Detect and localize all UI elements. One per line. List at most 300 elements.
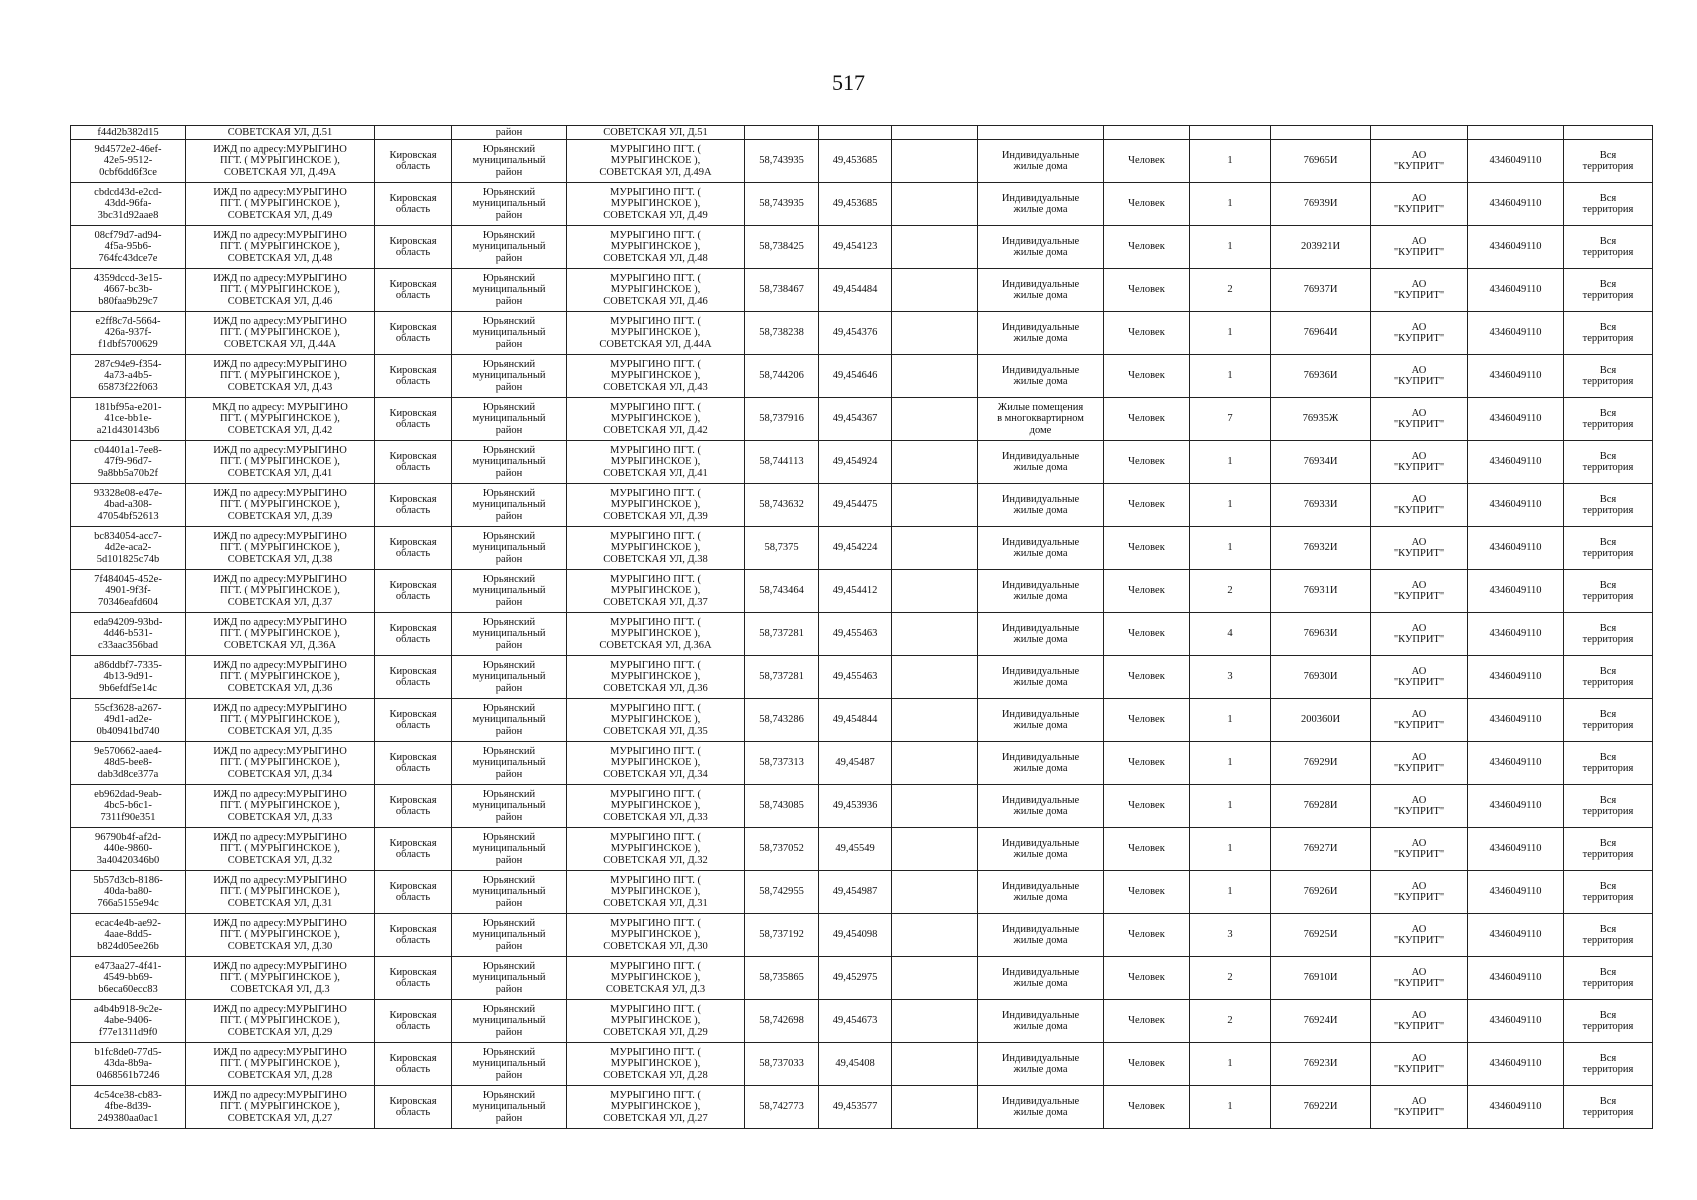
cell-inn: 4346049110 <box>1468 441 1564 484</box>
cell-type: Индивидуальные жилые дома <box>978 957 1104 1000</box>
cell-region: Кировская область <box>375 1043 452 1086</box>
cell-lon: 49,45549 <box>819 828 892 871</box>
cell-lat: 58,743286 <box>745 699 819 742</box>
cell-district: Юрьянский муниципальный район <box>452 226 567 269</box>
cell-address: МУРЫГИНО ПГТ. ( МУРЫГИНСКОЕ ), СОВЕТСКАЯ УЛ, Д.27 <box>567 1086 745 1129</box>
cell-empty <box>892 742 978 785</box>
cell-district: Юрьянский муниципальный район <box>452 1086 567 1129</box>
cell-inn: 4346049110 <box>1468 1086 1564 1129</box>
cell-count: 1 <box>1190 183 1271 226</box>
table-row <box>71 269 1653 312</box>
cell-inn: 4346049110 <box>1468 785 1564 828</box>
cell-lat: 58,738425 <box>745 226 819 269</box>
cell-region: Кировская область <box>375 484 452 527</box>
cell-region: Кировская область <box>375 742 452 785</box>
cell-address: МУРЫГИНО ПГТ. ( МУРЫГИНСКОЕ ), СОВЕТСКАЯ УЛ, Д.42 <box>567 398 745 441</box>
cell-count: 1 <box>1190 785 1271 828</box>
cell-code: 76930И <box>1271 656 1371 699</box>
cell-district: Юрьянский муниципальный район <box>452 441 567 484</box>
cell-empty <box>892 1043 978 1086</box>
cell-inn: 4346049110 <box>1468 613 1564 656</box>
cell-lon: 49,454484 <box>819 269 892 312</box>
cell-org: АО "КУПРИТ" <box>1371 613 1468 656</box>
cell-region: Кировская область <box>375 312 452 355</box>
cell-org: АО "КУПРИТ" <box>1371 183 1468 226</box>
cell-lon: 49,454376 <box>819 312 892 355</box>
cell-unit: Человек <box>1104 441 1190 484</box>
cell-type: Индивидуальные жилые дома <box>978 312 1104 355</box>
cell-org: АО "КУПРИТ" <box>1371 484 1468 527</box>
cell-inn: 4346049110 <box>1468 183 1564 226</box>
cell-lat: 58,737281 <box>745 613 819 656</box>
cell-count <box>1190 126 1271 140</box>
cell-count: 2 <box>1190 269 1271 312</box>
cell-code: 76937И <box>1271 269 1371 312</box>
cell-district: район <box>452 126 567 140</box>
cell-org: АО "КУПРИТ" <box>1371 570 1468 613</box>
cell-address: МУРЫГИНО ПГТ. ( МУРЫГИНСКОЕ ), СОВЕТСКАЯ УЛ, Д.30 <box>567 914 745 957</box>
cell-id: 181bf95a-e201- 41ce-bb1e- a21d430143b6 <box>71 398 186 441</box>
cell-count: 1 <box>1190 828 1271 871</box>
cell-territory: Вся территория <box>1564 871 1653 914</box>
cell-inn: 4346049110 <box>1468 957 1564 1000</box>
cell-empty <box>892 527 978 570</box>
cell-unit: Человек <box>1104 355 1190 398</box>
cell-id: 08cf79d7-ad94- 4f5a-95b6- 764fc43dce7e <box>71 226 186 269</box>
cell-territory: Вся территория <box>1564 484 1653 527</box>
cell-type: Индивидуальные жилые дома <box>978 871 1104 914</box>
cell-territory: Вся территория <box>1564 398 1653 441</box>
cell-id: 7f484045-452e- 4901-9f3f- 70346eafd604 <box>71 570 186 613</box>
cell-empty <box>892 355 978 398</box>
cell-address: МУРЫГИНО ПГТ. ( МУРЫГИНСКОЕ ), СОВЕТСКАЯ УЛ, Д.32 <box>567 828 745 871</box>
cell-district: Юрьянский муниципальный район <box>452 355 567 398</box>
cell-district: Юрьянский муниципальный район <box>452 1043 567 1086</box>
cell-type: Индивидуальные жилые дома <box>978 570 1104 613</box>
cell-address: МУРЫГИНО ПГТ. ( МУРЫГИНСКОЕ ), СОВЕТСКАЯ УЛ, Д.38 <box>567 527 745 570</box>
cell-district: Юрьянский муниципальный район <box>452 785 567 828</box>
cell-district: Юрьянский муниципальный район <box>452 613 567 656</box>
cell-empty <box>892 140 978 183</box>
cell-address: МУРЫГИНО ПГТ. ( МУРЫГИНСКОЕ ), СОВЕТСКАЯ УЛ, Д.35 <box>567 699 745 742</box>
cell-name: ИЖД по адресу:МУРЫГИНО ПГТ. ( МУРЫГИНСКОЕ ), СОВЕТСКАЯ УЛ, Д.29 <box>186 1000 375 1043</box>
cell-id: 4c54ce38-cb83- 4fbe-8d39- 249380aa0ac1 <box>71 1086 186 1129</box>
cell-district: Юрьянский муниципальный район <box>452 398 567 441</box>
cell-org: АО "КУПРИТ" <box>1371 957 1468 1000</box>
cell-empty <box>892 441 978 484</box>
cell-territory: Вся территория <box>1564 441 1653 484</box>
cell-empty <box>892 484 978 527</box>
registry-table <box>70 125 1653 1129</box>
cell-territory: Вся территория <box>1564 613 1653 656</box>
cell-code: 203921И <box>1271 226 1371 269</box>
cell-id: b1fc8de0-77d5- 43da-8b9a- 0468561b7246 <box>71 1043 186 1086</box>
cell-type <box>978 126 1104 140</box>
cell-district: Юрьянский муниципальный район <box>452 699 567 742</box>
cell-count: 1 <box>1190 140 1271 183</box>
cell-address: МУРЫГИНО ПГТ. ( МУРЫГИНСКОЕ ), СОВЕТСКАЯ УЛ, Д.49 <box>567 183 745 226</box>
cell-address: МУРЫГИНО ПГТ. ( МУРЫГИНСКОЕ ), СОВЕТСКАЯ УЛ, Д.41 <box>567 441 745 484</box>
cell-region: Кировская область <box>375 441 452 484</box>
cell-org: АО "КУПРИТ" <box>1371 140 1468 183</box>
cell-unit: Человек <box>1104 742 1190 785</box>
cell-name: ИЖД по адресу:МУРЫГИНО ПГТ. ( МУРЫГИНСКОЕ ), СОВЕТСКАЯ УЛ, Д.46 <box>186 269 375 312</box>
cell-code: 76928И <box>1271 785 1371 828</box>
cell-id: c04401a1-7ee8- 47f9-96d7- 9a8bb5a70b2f <box>71 441 186 484</box>
table-row <box>71 871 1653 914</box>
cell-region: Кировская область <box>375 914 452 957</box>
cell-type: Индивидуальные жилые дома <box>978 1000 1104 1043</box>
cell-district: Юрьянский муниципальный район <box>452 269 567 312</box>
cell-district: Юрьянский муниципальный район <box>452 140 567 183</box>
cell-code: 76964И <box>1271 312 1371 355</box>
page-number: 517 <box>832 70 865 95</box>
cell-district: Юрьянский муниципальный район <box>452 1000 567 1043</box>
cell-name: ИЖД по адресу:МУРЫГИНО ПГТ. ( МУРЫГИНСКОЕ ), СОВЕТСКАЯ УЛ, Д.32 <box>186 828 375 871</box>
cell-org: АО "КУПРИТ" <box>1371 226 1468 269</box>
cell-lat: 58,744113 <box>745 441 819 484</box>
cell-type: Индивидуальные жилые дома <box>978 656 1104 699</box>
cell-lat: 58,743935 <box>745 183 819 226</box>
cell-lon: 49,453936 <box>819 785 892 828</box>
table-row <box>71 484 1653 527</box>
cell-inn: 4346049110 <box>1468 656 1564 699</box>
cell-unit: Человек <box>1104 914 1190 957</box>
cell-name: ИЖД по адресу:МУРЫГИНО ПГТ. ( МУРЫГИНСКОЕ ), СОВЕТСКАЯ УЛ, Д.37 <box>186 570 375 613</box>
cell-id: 9d4572e2-46ef- 42e5-9512- 0cbf6dd6f3ce <box>71 140 186 183</box>
cell-empty <box>892 699 978 742</box>
cell-inn: 4346049110 <box>1468 699 1564 742</box>
cell-lon: 49,454367 <box>819 398 892 441</box>
cell-count: 1 <box>1190 355 1271 398</box>
cell-region: Кировская область <box>375 1086 452 1129</box>
cell-empty <box>892 226 978 269</box>
cell-id: 287c94e9-f354- 4a73-a4b5- 65873f22f063 <box>71 355 186 398</box>
cell-count: 1 <box>1190 1086 1271 1129</box>
cell-unit: Человек <box>1104 1043 1190 1086</box>
cell-name: ИЖД по адресу:МУРЫГИНО ПГТ. ( МУРЫГИНСКОЕ ), СОВЕТСКАЯ УЛ, Д.39 <box>186 484 375 527</box>
cell-unit: Человек <box>1104 183 1190 226</box>
cell-territory: Вся территория <box>1564 269 1653 312</box>
cell-inn: 4346049110 <box>1468 871 1564 914</box>
cell-lon: 49,45487 <box>819 742 892 785</box>
cell-org: АО "КУПРИТ" <box>1371 1000 1468 1043</box>
cell-region: Кировская область <box>375 613 452 656</box>
cell-region: Кировская область <box>375 398 452 441</box>
cell-id: 4359dccd-3e15- 4667-bc3b- b80faa9b29c7 <box>71 269 186 312</box>
cell-name: ИЖД по адресу:МУРЫГИНО ПГТ. ( МУРЫГИНСКОЕ ), СОВЕТСКАЯ УЛ, Д.49 <box>186 183 375 226</box>
table-row <box>71 441 1653 484</box>
cell-code: 76926И <box>1271 871 1371 914</box>
cell-id: 9e570662-aae4- 48d5-bee8- dab3d8ce377a <box>71 742 186 785</box>
cell-unit: Человек <box>1104 656 1190 699</box>
cell-id: 96790b4f-af2d- 440e-9860- 3a40420346b0 <box>71 828 186 871</box>
cell-lat: 58,737052 <box>745 828 819 871</box>
cell-territory: Вся территория <box>1564 1000 1653 1043</box>
cell-type: Индивидуальные жилые дома <box>978 914 1104 957</box>
cell-district: Юрьянский муниципальный район <box>452 871 567 914</box>
cell-code: 76933И <box>1271 484 1371 527</box>
cell-territory: Вся территория <box>1564 828 1653 871</box>
cell-type: Жилые помещения в многоквартирном доме <box>978 398 1104 441</box>
cell-lat: 58,7375 <box>745 527 819 570</box>
cell-code: 76935Ж <box>1271 398 1371 441</box>
cell-territory: Вся территория <box>1564 914 1653 957</box>
table-row <box>71 656 1653 699</box>
cell-inn: 4346049110 <box>1468 355 1564 398</box>
cell-inn: 4346049110 <box>1468 312 1564 355</box>
cell-code: 76934И <box>1271 441 1371 484</box>
cell-name: ИЖД по адресу:МУРЫГИНО ПГТ. ( МУРЫГИНСКОЕ ), СОВЕТСКАЯ УЛ, Д.48 <box>186 226 375 269</box>
table-row-continued <box>71 126 1653 140</box>
cell-territory: Вся территория <box>1564 957 1653 1000</box>
cell-district: Юрьянский муниципальный район <box>452 312 567 355</box>
cell-lat: 58,742955 <box>745 871 819 914</box>
cell-district: Юрьянский муниципальный район <box>452 527 567 570</box>
table-row <box>71 914 1653 957</box>
cell-type: Индивидуальные жилые дома <box>978 140 1104 183</box>
cell-empty <box>892 914 978 957</box>
cell-count: 4 <box>1190 613 1271 656</box>
cell-id: a4b4b918-9c2e- 4abe-9406- f77e1311d9f0 <box>71 1000 186 1043</box>
cell-region: Кировская область <box>375 1000 452 1043</box>
cell-unit: Человек <box>1104 785 1190 828</box>
cell-name: ИЖД по адресу:МУРЫГИНО ПГТ. ( МУРЫГИНСКОЕ ), СОВЕТСКАЯ УЛ, Д.3 <box>186 957 375 1000</box>
table-row <box>71 613 1653 656</box>
cell-lon: 49,454924 <box>819 441 892 484</box>
cell-lat: 58,742773 <box>745 1086 819 1129</box>
cell-territory: Вся территория <box>1564 226 1653 269</box>
cell-address: МУРЫГИНО ПГТ. ( МУРЫГИНСКОЕ ), СОВЕТСКАЯ УЛ, Д.36А <box>567 613 745 656</box>
cell-name: СОВЕТСКАЯ УЛ, Д.51 <box>186 126 375 140</box>
cell-code: 200360И <box>1271 699 1371 742</box>
cell-region: Кировская область <box>375 785 452 828</box>
cell-region <box>375 126 452 140</box>
cell-id: e473aa27-4f41- 4549-bb69- b6eca60ecc83 <box>71 957 186 1000</box>
cell-unit: Человек <box>1104 871 1190 914</box>
cell-count: 2 <box>1190 957 1271 1000</box>
cell-territory: Вся территория <box>1564 1086 1653 1129</box>
cell-code: 76939И <box>1271 183 1371 226</box>
table-row <box>71 570 1653 613</box>
cell-type: Индивидуальные жилые дома <box>978 355 1104 398</box>
cell-lat: 58,737281 <box>745 656 819 699</box>
cell-id: f44d2b382d15 <box>71 126 186 140</box>
cell-territory: Вся территория <box>1564 570 1653 613</box>
cell-org: АО "КУПРИТ" <box>1371 1086 1468 1129</box>
cell-lat: 58,738238 <box>745 312 819 355</box>
cell-name: ИЖД по адресу:МУРЫГИНО ПГТ. ( МУРЫГИНСКОЕ ), СОВЕТСКАЯ УЛ, Д.43 <box>186 355 375 398</box>
cell-district: Юрьянский муниципальный район <box>452 183 567 226</box>
cell-code: 76923И <box>1271 1043 1371 1086</box>
cell-id: eda94209-93bd- 4d46-b531- c33aac356bad <box>71 613 186 656</box>
cell-region: Кировская область <box>375 957 452 1000</box>
cell-code: 76963И <box>1271 613 1371 656</box>
table-row <box>71 398 1653 441</box>
cell-lon: 49,454646 <box>819 355 892 398</box>
cell-count: 1 <box>1190 312 1271 355</box>
cell-region: Кировская область <box>375 226 452 269</box>
cell-org: АО "КУПРИТ" <box>1371 441 1468 484</box>
cell-org: АО "КУПРИТ" <box>1371 355 1468 398</box>
cell-unit: Человек <box>1104 570 1190 613</box>
table-row <box>71 828 1653 871</box>
cell-address: МУРЫГИНО ПГТ. ( МУРЫГИНСКОЕ ), СОВЕТСКАЯ УЛ, Д.39 <box>567 484 745 527</box>
cell-unit: Человек <box>1104 484 1190 527</box>
cell-type: Индивидуальные жилые дома <box>978 441 1104 484</box>
cell-count: 3 <box>1190 914 1271 957</box>
cell-lat: 58,737916 <box>745 398 819 441</box>
cell-org: АО "КУПРИТ" <box>1371 1043 1468 1086</box>
cell-count: 1 <box>1190 527 1271 570</box>
table-row <box>71 785 1653 828</box>
cell-count: 1 <box>1190 742 1271 785</box>
cell-address: МУРЫГИНО ПГТ. ( МУРЫГИНСКОЕ ), СОВЕТСКАЯ УЛ, Д.36 <box>567 656 745 699</box>
cell-count: 1 <box>1190 871 1271 914</box>
cell-empty <box>892 126 978 140</box>
cell-district: Юрьянский муниципальный район <box>452 914 567 957</box>
cell-org: АО "КУПРИТ" <box>1371 656 1468 699</box>
cell-name: ИЖД по адресу:МУРЫГИНО ПГТ. ( МУРЫГИНСКОЕ ), СОВЕТСКАЯ УЛ, Д.31 <box>186 871 375 914</box>
cell-id: 5b57d3cb-8186- 40da-ba80- 766a5155e94c <box>71 871 186 914</box>
cell-unit: Человек <box>1104 828 1190 871</box>
registry-table-body <box>71 126 1653 1129</box>
cell-empty <box>892 269 978 312</box>
cell-type: Индивидуальные жилые дома <box>978 699 1104 742</box>
cell-empty <box>892 1000 978 1043</box>
cell-region: Кировская область <box>375 269 452 312</box>
cell-name: ИЖД по адресу:МУРЫГИНО ПГТ. ( МУРЫГИНСКОЕ ), СОВЕТСКАЯ УЛ, Д.38 <box>186 527 375 570</box>
cell-inn <box>1468 126 1564 140</box>
cell-type: Индивидуальные жилые дома <box>978 742 1104 785</box>
cell-lon: 49,453577 <box>819 1086 892 1129</box>
cell-inn: 4346049110 <box>1468 398 1564 441</box>
cell-lon: 49,455463 <box>819 656 892 699</box>
cell-lon: 49,453685 <box>819 140 892 183</box>
cell-unit: Человек <box>1104 613 1190 656</box>
cell-inn: 4346049110 <box>1468 527 1564 570</box>
table-row <box>71 1043 1653 1086</box>
cell-count: 3 <box>1190 656 1271 699</box>
cell-inn: 4346049110 <box>1468 140 1564 183</box>
cell-org: АО "КУПРИТ" <box>1371 269 1468 312</box>
table-row <box>71 527 1653 570</box>
cell-territory: Вся территория <box>1564 183 1653 226</box>
cell-territory: Вся территория <box>1564 355 1653 398</box>
cell-org: АО "КУПРИТ" <box>1371 312 1468 355</box>
cell-lon: 49,454123 <box>819 226 892 269</box>
cell-address: МУРЫГИНО ПГТ. ( МУРЫГИНСКОЕ ), СОВЕТСКАЯ УЛ, Д.46 <box>567 269 745 312</box>
cell-empty <box>892 785 978 828</box>
cell-id: ecac4e4b-ae92- 4aae-8dd5- b824d05ee26b <box>71 914 186 957</box>
cell-district: Юрьянский муниципальный район <box>452 957 567 1000</box>
cell-inn: 4346049110 <box>1468 914 1564 957</box>
cell-empty <box>892 312 978 355</box>
cell-district: Юрьянский муниципальный район <box>452 828 567 871</box>
cell-id: e2ff8c7d-5664- 426a-937f- f1dbf5700629 <box>71 312 186 355</box>
cell-id: eb962dad-9eab- 4bc5-b6c1- 7311f90e351 <box>71 785 186 828</box>
cell-org: АО "КУПРИТ" <box>1371 785 1468 828</box>
cell-type: Индивидуальные жилые дома <box>978 1086 1104 1129</box>
cell-lon: 49,454098 <box>819 914 892 957</box>
cell-code: 76931И <box>1271 570 1371 613</box>
cell-code <box>1271 126 1371 140</box>
cell-address: МУРЫГИНО ПГТ. ( МУРЫГИНСКОЕ ), СОВЕТСКАЯ УЛ, Д.49А <box>567 140 745 183</box>
cell-id: bc834054-acc7- 4d2e-aca2- 5d101825c74b <box>71 527 186 570</box>
table-row <box>71 226 1653 269</box>
cell-lat: 58,738467 <box>745 269 819 312</box>
cell-code: 76932И <box>1271 527 1371 570</box>
cell-code: 76965И <box>1271 140 1371 183</box>
cell-territory <box>1564 126 1653 140</box>
cell-org: АО "КУПРИТ" <box>1371 527 1468 570</box>
cell-inn: 4346049110 <box>1468 269 1564 312</box>
cell-unit: Человек <box>1104 1086 1190 1129</box>
cell-name: ИЖД по адресу:МУРЫГИНО ПГТ. ( МУРЫГИНСКОЕ ), СОВЕТСКАЯ УЛ, Д.41 <box>186 441 375 484</box>
cell-name: ИЖД по адресу:МУРЫГИНО ПГТ. ( МУРЫГИНСКОЕ ), СОВЕТСКАЯ УЛ, Д.28 <box>186 1043 375 1086</box>
cell-code: 76936И <box>1271 355 1371 398</box>
cell-org: АО "КУПРИТ" <box>1371 871 1468 914</box>
cell-unit: Человек <box>1104 957 1190 1000</box>
cell-unit: Человек <box>1104 699 1190 742</box>
cell-name: ИЖД по адресу:МУРЫГИНО ПГТ. ( МУРЫГИНСКОЕ ), СОВЕТСКАЯ УЛ, Д.35 <box>186 699 375 742</box>
cell-region: Кировская область <box>375 355 452 398</box>
cell-empty <box>892 656 978 699</box>
cell-unit: Человек <box>1104 140 1190 183</box>
cell-region: Кировская область <box>375 656 452 699</box>
cell-lon: 49,452975 <box>819 957 892 1000</box>
cell-code: 76922И <box>1271 1086 1371 1129</box>
cell-region: Кировская область <box>375 183 452 226</box>
cell-count: 1 <box>1190 226 1271 269</box>
cell-unit: Человек <box>1104 269 1190 312</box>
cell-name: ИЖД по адресу:МУРЫГИНО ПГТ. ( МУРЫГИНСКОЕ ), СОВЕТСКАЯ УЛ, Д.33 <box>186 785 375 828</box>
cell-region: Кировская область <box>375 828 452 871</box>
table-row <box>71 140 1653 183</box>
cell-name: ИЖД по адресу:МУРЫГИНО ПГТ. ( МУРЫГИНСКОЕ ), СОВЕТСКАЯ УЛ, Д.30 <box>186 914 375 957</box>
cell-code: 76925И <box>1271 914 1371 957</box>
cell-district: Юрьянский муниципальный район <box>452 656 567 699</box>
cell-address: МУРЫГИНО ПГТ. ( МУРЫГИНСКОЕ ), СОВЕТСКАЯ УЛ, Д.43 <box>567 355 745 398</box>
cell-territory: Вся территория <box>1564 742 1653 785</box>
cell-inn: 4346049110 <box>1468 828 1564 871</box>
cell-name: МКД по адресу: МУРЫГИНО ПГТ. ( МУРЫГИНСКОЕ ), СОВЕТСКАЯ УЛ, Д.42 <box>186 398 375 441</box>
cell-address: МУРЫГИНО ПГТ. ( МУРЫГИНСКОЕ ), СОВЕТСКАЯ УЛ, Д.33 <box>567 785 745 828</box>
cell-region: Кировская область <box>375 527 452 570</box>
cell-id: 55cf3628-a267- 49d1-ad2e- 0b40941bd740 <box>71 699 186 742</box>
cell-type: Индивидуальные жилые дома <box>978 183 1104 226</box>
cell-territory: Вся территория <box>1564 312 1653 355</box>
cell-lon: 49,454224 <box>819 527 892 570</box>
cell-empty <box>892 183 978 226</box>
cell-address: МУРЫГИНО ПГТ. ( МУРЫГИНСКОЕ ), СОВЕТСКАЯ УЛ, Д.28 <box>567 1043 745 1086</box>
table-row <box>71 699 1653 742</box>
cell-code: 76927И <box>1271 828 1371 871</box>
cell-inn: 4346049110 <box>1468 1000 1564 1043</box>
cell-region: Кировская область <box>375 871 452 914</box>
cell-unit: Человек <box>1104 527 1190 570</box>
cell-lat: 58,737192 <box>745 914 819 957</box>
cell-lat: 58,743464 <box>745 570 819 613</box>
cell-inn: 4346049110 <box>1468 226 1564 269</box>
cell-count: 1 <box>1190 699 1271 742</box>
cell-inn: 4346049110 <box>1468 570 1564 613</box>
cell-empty <box>892 570 978 613</box>
cell-address: МУРЫГИНО ПГТ. ( МУРЫГИНСКОЕ ), СОВЕТСКАЯ УЛ, Д.34 <box>567 742 745 785</box>
table-row <box>71 1086 1653 1129</box>
cell-empty <box>892 613 978 656</box>
cell-type: Индивидуальные жилые дома <box>978 527 1104 570</box>
